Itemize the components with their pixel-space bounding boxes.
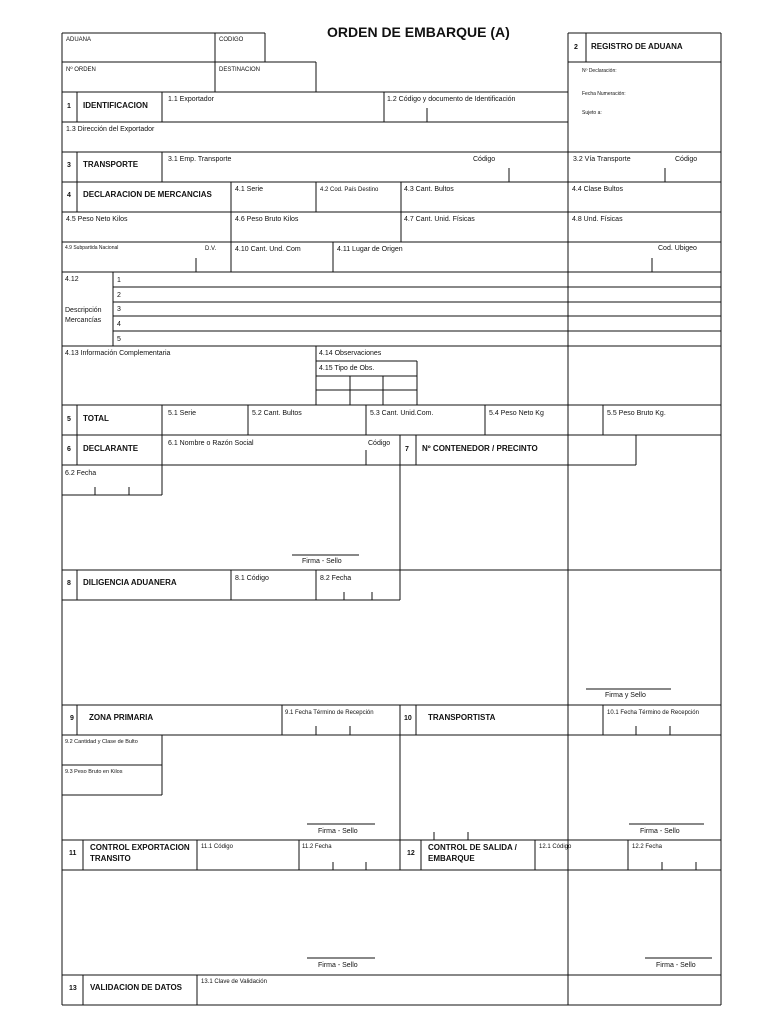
diligencia-firma-label: Firma y Sello (605, 692, 646, 699)
control-salida-codigo-label: 12.1 Código (539, 844, 572, 850)
zona-peso-bruto-label: 9.3 Peso Bruto en Kilos (65, 769, 123, 775)
s2-number: 2 (574, 44, 578, 51)
dv-label: D.V. (205, 246, 217, 252)
cod-ubigeo-label: Cod. Ubigeo (658, 245, 697, 252)
s6-number: 6 (67, 446, 71, 453)
direccion-label: 1.3 Dirección del Exportador (66, 126, 155, 133)
s7-number: 7 (405, 446, 409, 453)
lugar-origen-label: 4.11 Lugar de Origen (337, 246, 403, 253)
cant-bultos-label: 4.3 Cant. Bultos (404, 186, 454, 193)
s8-number: 8 (67, 580, 71, 587)
s10-number: 10 (404, 715, 412, 722)
peso-neto-label: 4.5 Peso Neto Kilos (66, 216, 128, 223)
cant-unid-fisicas-label: 4.7 Cant. Unid. Físicas (404, 216, 475, 223)
s4-number: 4 (67, 192, 71, 199)
destinacion-label: DESTINACION (219, 67, 261, 73)
via-transporte-label: 3.2 Vía Transporte (573, 156, 631, 163)
clase-bultos-label: 4.4 Clase Bultos (572, 186, 623, 193)
subpartida-label: 4.9 Subpartida Nacional (65, 245, 119, 251)
s1-title: IDENTIFICACION (83, 101, 148, 110)
total-peso-bruto-label: 5.5 Peso Bruto Kg. (607, 410, 666, 417)
zona-firma-label: Firma - Sello (318, 828, 358, 835)
s1-number: 1 (67, 103, 71, 110)
form-title: ORDEN DE EMBARQUE (A) (327, 24, 510, 40)
num-412-label: 4.12 (65, 276, 79, 283)
s12-title-line2: EMBARQUE (428, 854, 475, 863)
s12-title-line1: CONTROL DE SALIDA / (428, 843, 517, 852)
s3-title: TRANSPORTE (83, 160, 139, 169)
descripcion-label: Descripción (65, 307, 102, 314)
observaciones-label: 4.14 Observaciones (319, 350, 382, 357)
s11-number: 11 (69, 850, 77, 857)
total-serie-label: 5.1 Serie (168, 410, 197, 417)
declarante-firma-label: Firma - Sello (302, 558, 342, 565)
s6-title: DECLARANTE (83, 444, 139, 453)
s9-number: 9 (70, 715, 74, 722)
cod-pais-label: 4.2 Cod. País Destino (320, 187, 379, 193)
codigo-doc-label: 1.2 Código y documento de Identificación (387, 96, 516, 103)
control-salida-firma-label: Firma - Sello (656, 962, 696, 969)
s13-number: 13 (69, 985, 77, 992)
s9-title: ZONA PRIMARIA (89, 713, 154, 722)
s10-title: TRANSPORTISTA (428, 713, 496, 722)
declarante-codigo-label: Código (368, 440, 391, 447)
desc-row-number: 1 (117, 277, 121, 284)
control-export-codigo-label: 11.1 Código (201, 844, 233, 850)
total-cant-unid-com-label: 5.3 Cant. Unid.Com. (370, 410, 434, 417)
und-fisicas-label: 4.8 Und. Físicas (572, 216, 623, 223)
s8-title: DILIGENCIA ADUANERA (83, 578, 177, 587)
clave-validacion-label: 13.1 Clave de Validación (201, 979, 267, 985)
desc-row-number: 4 (117, 321, 121, 328)
exportador-label: 1.1 Exportador (168, 96, 214, 103)
s3-number: 3 (67, 162, 71, 169)
s2-title: REGISTRO DE ADUANA (591, 42, 683, 51)
mercancias-label: Mercancías (65, 317, 102, 324)
zona-fecha-termino-label: 9.1 Fecha Término de Recepción (285, 710, 374, 716)
s5-title: TOTAL (83, 414, 109, 423)
s11-title-line2: TRANSITO (90, 854, 131, 863)
desc-row-number: 3 (117, 306, 121, 313)
tipo-obs-label: 4.15 Tipo de Obs. (319, 365, 375, 372)
codigo-label: CODIGO (219, 37, 244, 43)
s5-number: 5 (67, 416, 71, 423)
s11-title-line1: CONTROL EXPORTACION (90, 843, 190, 852)
aduana-label: ADUANA (66, 37, 92, 43)
control-salida-fecha-label: 12.2 Fecha (632, 844, 663, 850)
s12-number: 12 (407, 850, 415, 857)
emp-transporte-label: 3.1 Emp. Transporte (168, 156, 232, 163)
codigo-label: Código (675, 156, 698, 163)
control-export-fecha-label: 11.2 Fecha (302, 844, 332, 850)
nombre-razon-label: 6.1 Nombre o Razón Social (168, 440, 254, 447)
s13-title: VALIDACION DE DATOS (90, 983, 183, 992)
n-declaracion-label: Nº Declaración: (582, 68, 617, 74)
diligencia-codigo-label: 8.1 Código (235, 575, 269, 582)
transportista-fecha-termino-label: 10.1 Fecha Término de Recepción (607, 710, 699, 716)
total-cant-bultos-label: 5.2 Cant. Bultos (252, 410, 302, 417)
info-complementaria-label: 4.13 Información Complementaria (65, 350, 171, 357)
sujeto-a-label: Sujeto a: (582, 110, 602, 116)
n-orden-label: Nº ORDEN (66, 67, 96, 73)
control-export-firma-label: Firma - Sello (318, 962, 358, 969)
fecha-numeracion-label: Fecha Numeración: (582, 91, 626, 97)
desc-row-number: 2 (117, 292, 121, 299)
serie-label: 4.1 Serie (235, 186, 264, 193)
codigo-label: Código (473, 156, 496, 163)
total-peso-neto-label: 5.4 Peso Neto Kg (489, 410, 544, 417)
diligencia-fecha-label: 8.2 Fecha (320, 575, 352, 582)
s7-title: Nº CONTENEDOR / PRECINTO (422, 444, 538, 453)
transportista-firma-label: Firma - Sello (640, 828, 680, 835)
declarante-fecha-label: 6.2 Fecha (65, 470, 97, 477)
cantidad-clase-label: 9.2 Cantidad y Clase de Bulto (65, 739, 138, 745)
desc-row-number: 5 (117, 336, 121, 343)
peso-bruto-label: 4.6 Peso Bruto Kilos (235, 216, 299, 223)
cant-und-com-label: 4.10 Cant. Und. Com (235, 246, 301, 253)
s4-title: DECLARACION DE MERCANCIAS (83, 190, 212, 199)
